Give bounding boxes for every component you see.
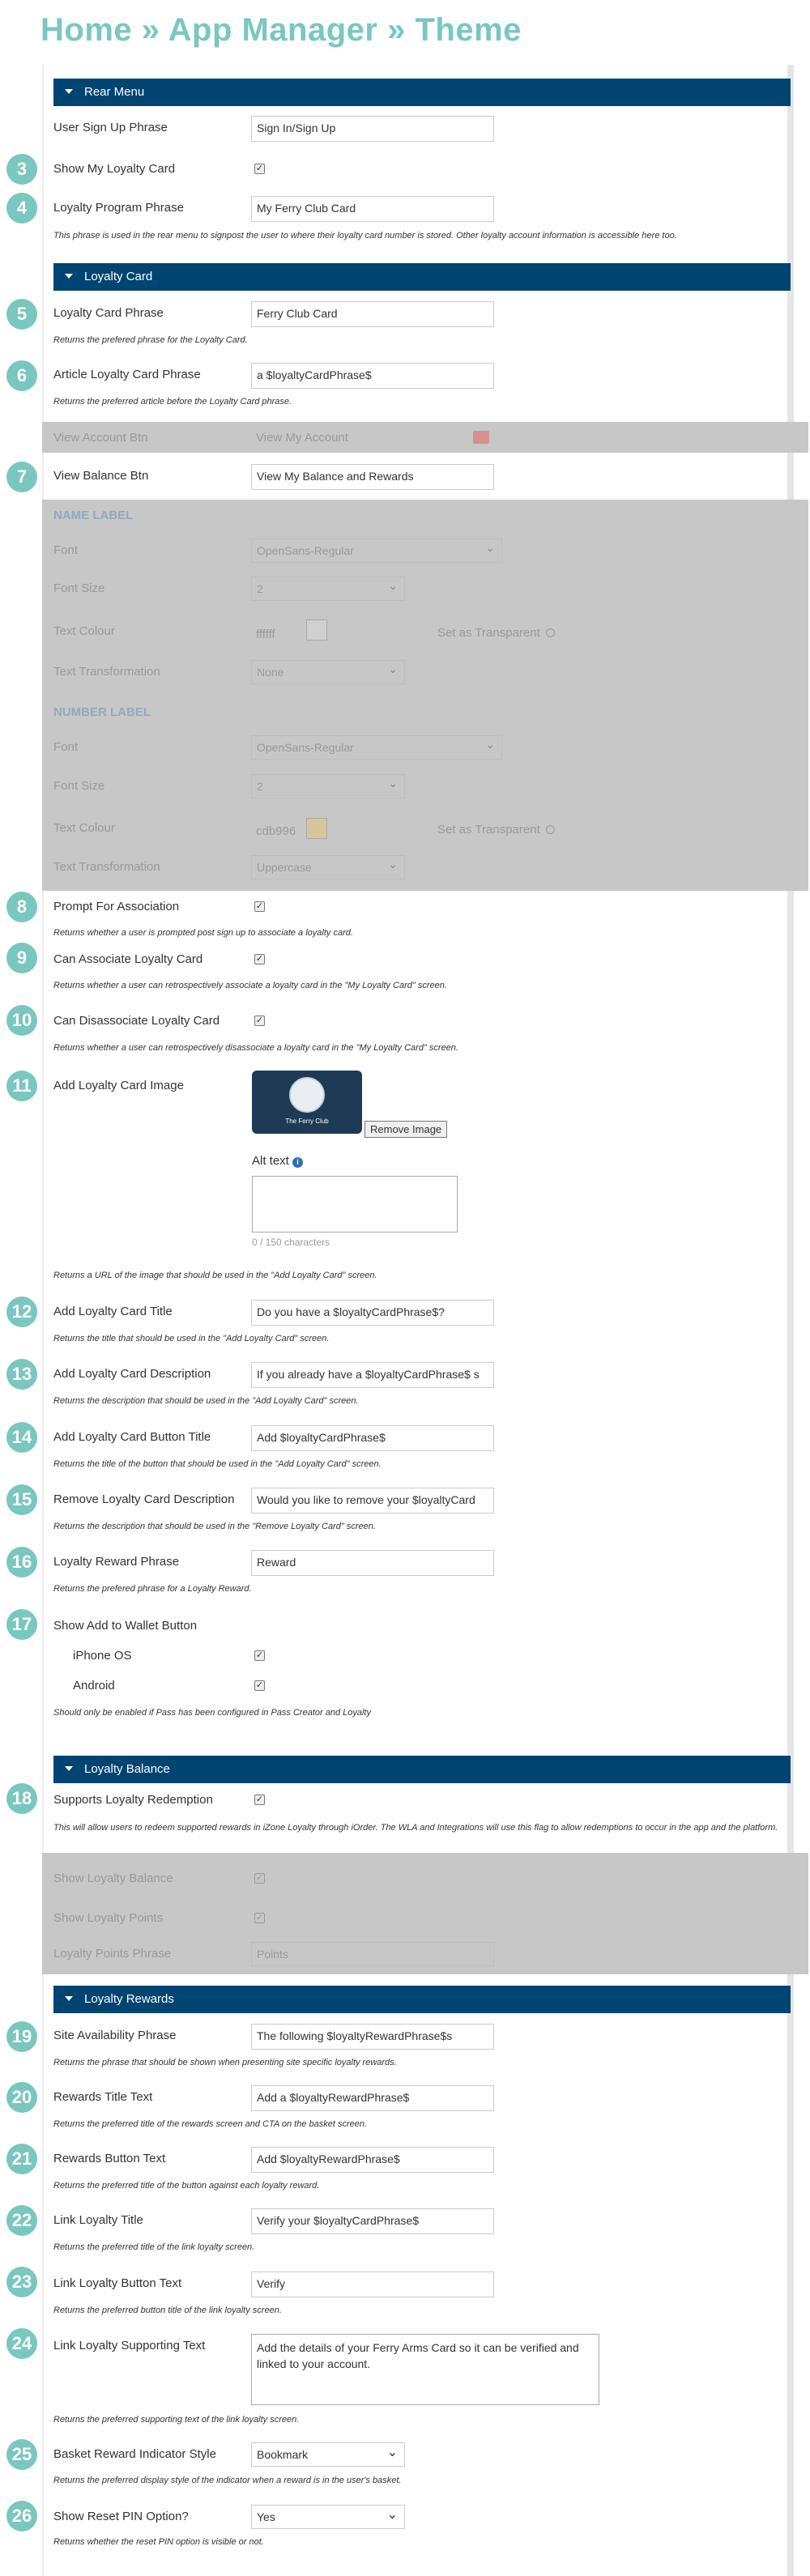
- add-loyalty-card-title-input[interactable]: Do you have a $loyaltyCardPhrase$?: [251, 1300, 494, 1326]
- ferry-logo-icon: [289, 1077, 325, 1113]
- page-title: Home » App Manager » Theme: [40, 12, 522, 48]
- step-badge: 13: [6, 1359, 37, 1390]
- row-loyalty-points-phrase: Loyalty Points Phrase Points: [53, 1942, 791, 1966]
- name-transform-select[interactable]: None ⌄: [251, 660, 405, 684]
- row-loyalty-reward-phrase: Loyalty Reward Phrase Reward: [53, 1550, 791, 1574]
- can-associate-checkbox[interactable]: ✓: [255, 954, 264, 964]
- help-text: Returns the title that should be used in the "Add Loyalty Card" screen.: [53, 1334, 330, 1343]
- step-badge: 26: [6, 2501, 37, 2531]
- alt-text-textarea[interactable]: [252, 1176, 458, 1233]
- view-balance-btn-input[interactable]: View My Balance and Rewards: [251, 464, 494, 490]
- help-text: Returns the preferred button title of the link loyalty screen.: [53, 2306, 282, 2315]
- show-loyalty-balance-checkbox[interactable]: ✓: [255, 1873, 264, 1883]
- help-text: Returns the description that should be used in the "Remove Loyalty Card" screen.: [53, 1522, 376, 1531]
- step-badge: 19: [6, 2021, 37, 2052]
- row-show-add-to-wallet: Show Add to Wallet Button: [53, 1619, 198, 1633]
- prompt-for-association-checkbox[interactable]: ✓: [255, 901, 264, 911]
- help-text: Returns the phrase that should be shown when presenting site specific loyalty rewards.: [53, 2058, 397, 2067]
- char-count: 0 / 150 characters: [252, 1237, 330, 1248]
- section-rear-menu[interactable]: Rear Menu: [53, 79, 791, 106]
- number-font-size-select[interactable]: 2 ⌄: [251, 774, 405, 798]
- row-name-font: Font OpenSans-Regular ⌄: [53, 539, 791, 563]
- row-add-loyalty-card-description: Add Loyalty Card Description If you already have a $loyaltyCardPhrase$ s: [53, 1362, 791, 1386]
- chevron-down-icon: [65, 1996, 73, 2001]
- row-wallet-iphone: iPhone OS ✓: [73, 1649, 264, 1663]
- row-basket-reward-indicator-style: Basket Reward Indicator Style Bookmark ⌄: [53, 2442, 791, 2467]
- row-number-text-transformation: Text Transformation Uppercase ⌄: [53, 855, 791, 879]
- step-badge: 14: [6, 1422, 37, 1453]
- step-badge: 10: [6, 1005, 37, 1036]
- chevron-down-icon: [65, 1766, 73, 1771]
- loyalty-card-phrase-input[interactable]: Ferry Club Card: [251, 301, 494, 327]
- help-text: Returns whether a user can retrospectively associate a loyalty card in the "My Loyalty Card" screen.: [53, 981, 447, 990]
- chevron-down-icon: [65, 274, 73, 279]
- add-loyalty-card-description-input[interactable]: If you already have a $loyaltyCardPhrase$ s: [251, 1362, 494, 1388]
- row-add-loyalty-card-image: Add Loyalty Card Image: [53, 1079, 184, 1092]
- rewards-title-text-input[interactable]: Add a $loyaltyRewardPhrase$: [251, 2085, 494, 2111]
- loyalty-points-phrase-input[interactable]: Points: [251, 1942, 494, 1966]
- row-name-font-size: Font Size 2 ⌄: [53, 577, 791, 601]
- row-rewards-title-text: Rewards Title Text Add a $loyaltyRewardPhrase$: [53, 2085, 791, 2110]
- section-loyalty-card[interactable]: Loyalty Card: [53, 263, 791, 291]
- row-number-text-colour: Text Colour cdb996 Set as Transparent: [53, 816, 791, 841]
- loyalty-program-phrase-input[interactable]: My Ferry Club Card: [251, 196, 494, 222]
- step-badge: 21: [6, 2144, 37, 2174]
- step-badge: 11: [6, 1071, 37, 1101]
- wallet-android-checkbox[interactable]: ✓: [255, 1680, 264, 1690]
- row-show-loyalty-balance: Show Loyalty Balance ✓: [53, 1871, 264, 1885]
- help-text: Returns whether a user is prompted post sign up to associate a loyalty card.: [53, 928, 353, 938]
- help-text: Returns the prefered phrase for the Loyalty Card.: [53, 335, 248, 345]
- help-text: Returns whether the reset PIN option is visible or not.: [53, 2537, 264, 2547]
- row-number-font: Font OpenSans-Regular ⌄: [53, 735, 791, 760]
- remove-loyalty-card-description-input[interactable]: Would you like to remove your $loyaltyCard: [251, 1488, 494, 1514]
- help-text: Returns the prefered phrase for a Loyalty Reward.: [53, 1584, 252, 1594]
- row-link-loyalty-supporting-text: Link Loyalty Supporting Text Add the details of your Ferry Arms Card so it can be verified and linked to your account.: [53, 2334, 791, 2407]
- row-view-account-btn: View Account Btn View My Account: [53, 426, 791, 450]
- help-text: This phrase is used in the rear menu to signpost the user to where their loyalty card number is stored. Other loyalty account information is accessible here too.: [53, 231, 677, 241]
- rewards-button-text-input[interactable]: Add $loyaltyRewardPhrase$: [251, 2147, 494, 2173]
- row-remove-loyalty-card-description: Remove Loyalty Card Description Would you like to remove your $loyaltyCard: [53, 1488, 791, 1512]
- row-wallet-android: Android ✓: [73, 1679, 264, 1692]
- number-colour-swatch[interactable]: [306, 818, 327, 839]
- row-can-associate: Can Associate Loyalty Card ✓: [53, 952, 264, 966]
- section-loyalty-rewards[interactable]: Loyalty Rewards: [53, 1986, 791, 2013]
- row-user-signup-phrase: User Sign Up Phrase Sign In/Sign Up: [53, 116, 791, 140]
- number-label-heading: NUMBER LABEL: [53, 705, 151, 719]
- help-text: Returns the preferred title of the link loyalty screen.: [53, 2242, 255, 2252]
- help-text: This will allow users to redeem supported rewards in iZone Loyalty through iOrder. The WLA and Integrations will use this flag to allow redemptions to occur in the app and the platform.: [53, 1823, 778, 1833]
- help-text: Returns a URL of the image that should be used in the "Add Loyalty Card" screen.: [53, 1271, 377, 1280]
- name-font-size-select[interactable]: 2 ⌄: [251, 577, 405, 601]
- step-badge: 18: [6, 1783, 37, 1814]
- number-transform-select[interactable]: Uppercase ⌄: [251, 855, 405, 879]
- chevron-down-icon: [65, 89, 73, 94]
- step-badge: 15: [6, 1484, 37, 1515]
- user-signup-phrase-input[interactable]: Sign In/Sign Up: [251, 116, 494, 142]
- row-site-availability-phrase: Site Availability Phrase The following $loyaltyRewardPhrase$s: [53, 2024, 791, 2048]
- show-loyalty-points-checkbox[interactable]: ✓: [255, 1913, 264, 1922]
- loyalty-card-image[interactable]: The Ferry Club: [252, 1071, 362, 1134]
- row-show-loyalty-points: Show Loyalty Points ✓: [53, 1911, 264, 1925]
- step-badge: 23: [6, 2267, 37, 2297]
- row-add-loyalty-card-title: Add Loyalty Card Title Do you have a $loyaltyCardPhrase$?: [53, 1300, 791, 1324]
- step-badge: 5: [6, 299, 37, 330]
- number-transparent-checkbox[interactable]: [546, 825, 555, 834]
- add-loyalty-card-button-title-input[interactable]: Add $loyaltyCardPhrase$: [251, 1425, 494, 1451]
- help-text: Returns the preferred supporting text of the link loyalty screen.: [53, 2415, 300, 2425]
- alt-text-label: Alt text i: [252, 1154, 303, 1168]
- step-badge: 12: [6, 1297, 37, 1327]
- section-loyalty-balance[interactable]: Loyalty Balance: [53, 1756, 791, 1783]
- help-text: Returns the preferred title of the button against each loyalty reward.: [53, 2181, 320, 2191]
- supports-loyalty-redemption-checkbox[interactable]: ✓: [255, 1795, 264, 1804]
- row-name-text-transformation: Text Transformation None ⌄: [53, 660, 791, 684]
- help-text: Returns the preferred article before the Loyalty Card phrase.: [53, 397, 292, 407]
- wallet-iphone-checkbox[interactable]: ✓: [255, 1650, 264, 1660]
- site-availability-phrase-input[interactable]: The following $loyaltyRewardPhrase$s: [251, 2024, 494, 2050]
- info-icon[interactable]: i: [292, 1157, 303, 1168]
- remove-image-button[interactable]: Remove Image: [364, 1121, 447, 1138]
- step-badge: 17: [6, 1609, 37, 1640]
- number-font-select[interactable]: OpenSans-Regular ⌄: [251, 735, 502, 760]
- help-text: Returns the title of the button that should be used in the "Add Loyalty Card" screen.: [53, 1459, 382, 1469]
- name-label-heading: NAME LABEL: [53, 509, 134, 522]
- row-link-loyalty-title: Link Loyalty Title Verify your $loyaltyCardPhrase$: [53, 2208, 791, 2233]
- step-badge: 3: [6, 154, 37, 185]
- row-loyalty-program-phrase: Loyalty Program Phrase My Ferry Club Card: [53, 196, 791, 220]
- row-add-loyalty-card-button-title: Add Loyalty Card Button Title Add $loyaltyCardPhrase$: [53, 1425, 791, 1450]
- loyalty-reward-phrase-input[interactable]: Reward: [251, 1550, 494, 1576]
- row-number-font-size: Font Size 2 ⌄: [53, 774, 791, 798]
- step-badge: 4: [6, 193, 37, 224]
- step-badge: 25: [6, 2439, 37, 2470]
- step-badge: 9: [6, 943, 37, 973]
- show-reset-pin-select[interactable]: Yes ⌄: [251, 2505, 405, 2529]
- basket-reward-indicator-select[interactable]: Bookmark ⌄: [251, 2442, 405, 2467]
- row-rewards-button-text: Rewards Button Text Add $loyaltyRewardPhrase$: [53, 2147, 791, 2171]
- link-loyalty-supporting-textarea[interactable]: Add the details of your Ferry Arms Card so it can be verified and linked to your account.: [251, 2334, 599, 2405]
- name-font-select[interactable]: OpenSans-Regular ⌄: [251, 539, 502, 563]
- row-can-disassociate: Can Disassociate Loyalty Card ✓: [53, 1014, 264, 1028]
- row-view-balance-btn: View Balance Btn View My Balance and Rewards: [53, 464, 791, 488]
- help-text: Returns the preferred display style of the indicator when a reward is in the user's basket.: [53, 2476, 402, 2485]
- row-show-reset-pin: Show Reset PIN Option? Yes ⌄: [53, 2505, 791, 2529]
- row-supports-loyalty-redemption: Supports Loyalty Redemption ✓: [53, 1793, 264, 1807]
- row-link-loyalty-button-text: Link Loyalty Button Text Verify: [53, 2272, 791, 2296]
- help-text: Returns the preferred title of the rewards screen and CTA on the basket screen.: [53, 2119, 368, 2129]
- step-badge: 6: [6, 360, 37, 391]
- step-badge: 22: [6, 2205, 37, 2236]
- step-badge: 20: [6, 2082, 37, 2113]
- link-loyalty-title-input[interactable]: Verify your $loyaltyCardPhrase$: [251, 2208, 494, 2234]
- row-prompt-for-association: Prompt For Association ✓: [53, 900, 264, 913]
- can-disassociate-checkbox[interactable]: ✓: [255, 1015, 264, 1025]
- step-badge: 16: [6, 1547, 37, 1578]
- step-badge: 7: [6, 462, 37, 492]
- row-name-text-colour: Text Colour ffffff Set as Transparent: [53, 620, 791, 644]
- show-my-loyalty-card-checkbox[interactable]: ✓: [255, 164, 264, 173]
- link-loyalty-button-text-input[interactable]: Verify: [251, 2272, 494, 2297]
- help-text: Should only be enabled if Pass has been configured in Pass Creator and Loyalty: [53, 1708, 371, 1718]
- name-transparent-checkbox[interactable]: [546, 628, 555, 637]
- step-badge: 8: [6, 892, 37, 922]
- help-text: Returns the description that should be used in the "Add Loyalty Card" screen.: [53, 1396, 359, 1406]
- row-show-my-loyalty-card: Show My Loyalty Card ✓: [53, 162, 264, 176]
- color-swatch: [473, 431, 489, 444]
- row-article-loyalty-card-phrase: Article Loyalty Card Phrase a $loyaltyCardPhrase$: [53, 363, 791, 387]
- article-loyalty-card-phrase-input[interactable]: a $loyaltyCardPhrase$: [251, 363, 494, 389]
- step-badge: 24: [6, 2328, 37, 2359]
- name-colour-swatch[interactable]: [306, 620, 327, 641]
- help-text: Returns whether a user can retrospectively disassociate a loyalty card in the "My Loyalty Card" screen.: [53, 1043, 458, 1053]
- row-loyalty-card-phrase: Loyalty Card Phrase Ferry Club Card: [53, 301, 791, 326]
